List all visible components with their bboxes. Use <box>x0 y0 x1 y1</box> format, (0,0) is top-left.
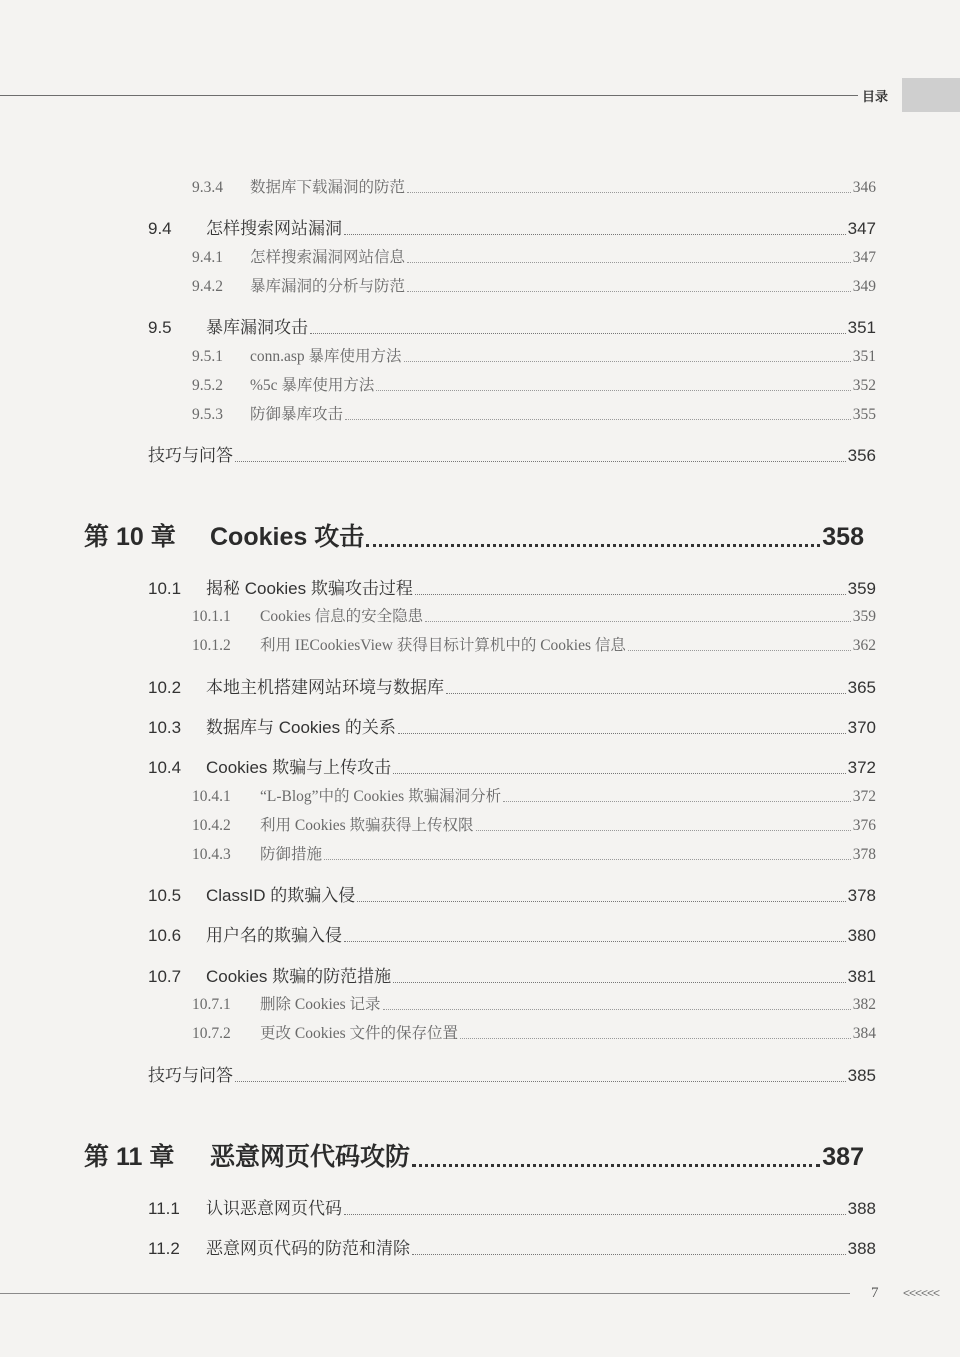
toc-entry-number: 第 10 章 <box>84 523 176 551</box>
toc-entry-page: 381 <box>847 967 876 986</box>
toc-entry-leader <box>376 390 850 391</box>
toc-entry-title: 技巧与问答 <box>148 1066 233 1085</box>
toc-entry <box>148 1194 876 1219</box>
toc-entry-number: 第 11 章 <box>84 1143 175 1171</box>
toc-entry-number: 10.4.2 <box>192 817 231 834</box>
toc-entry-leader <box>310 333 846 334</box>
toc-entry-title: 用户名的欺骗入侵 <box>206 926 342 945</box>
toc-entry <box>192 842 876 864</box>
toc-entry-number: 10.7.1 <box>192 996 231 1013</box>
toc-entry-title: Cookies 欺骗的防范措施 <box>206 967 392 986</box>
toc-entry-leader <box>503 801 851 802</box>
toc-entry-page: 387 <box>822 1143 864 1171</box>
toc-entry-title: 防御暴库攻击 <box>250 406 344 423</box>
toc-entry <box>148 441 876 466</box>
toc-entry-leader <box>404 361 851 362</box>
toc-entry-page: 359 <box>847 579 876 598</box>
toc-entry-page: 380 <box>847 926 876 945</box>
toc-entry-title: 技巧与问答 <box>148 446 233 465</box>
toc-entry-leader <box>357 901 845 902</box>
toc-entry-title: 利用 Cookies 欺骗获得上传权限 <box>260 817 474 834</box>
toc-entry-title: 怎样搜索网站漏洞 <box>206 219 342 238</box>
toc-entry-title: 数据库下载漏洞的防范 <box>250 179 406 196</box>
toc-entry-number: 9.5.2 <box>192 377 223 394</box>
toc-entry <box>192 274 876 296</box>
toc-entry-number: 10.5 <box>148 886 182 905</box>
toc-entry <box>148 921 876 946</box>
toc-entry-leader <box>446 693 846 694</box>
toc-entry <box>192 784 876 806</box>
toc-entry-leader <box>412 1254 846 1255</box>
toc-entry <box>192 373 876 395</box>
toc-entry-leader <box>398 733 846 734</box>
toc-entry-number: 10.4.1 <box>192 788 231 805</box>
toc-entry-leader <box>345 419 851 420</box>
toc-entry-leader <box>407 192 851 193</box>
toc-entry <box>192 245 876 267</box>
toc-entry-page: 355 <box>852 406 876 423</box>
header-tab <box>902 78 960 112</box>
toc-entry-page: 349 <box>852 278 876 295</box>
toc-entry <box>84 1137 864 1173</box>
toc-entry <box>192 633 876 655</box>
toc-entry-leader <box>235 461 846 462</box>
toc-entry-page: 365 <box>847 678 876 697</box>
toc-entry-leader <box>407 291 851 292</box>
toc-entry-leader <box>415 594 846 595</box>
toc-entry <box>192 402 876 424</box>
toc-entry-leader <box>460 1038 851 1039</box>
toc-entry-page: 378 <box>847 886 876 905</box>
toc-entry-number: 9.5.3 <box>192 406 223 423</box>
toc-entry-title: 暴库漏洞的分析与防范 <box>250 278 406 295</box>
toc-entry-leader <box>476 830 851 831</box>
toc-entry-title: 怎样搜索漏洞网站信息 <box>250 249 406 266</box>
toc-entry-title: Cookies 信息的安全隐患 <box>260 608 424 625</box>
toc-entry <box>148 214 876 239</box>
toc-entry <box>192 1021 876 1043</box>
toc-entry-number: 9.3.4 <box>192 179 223 196</box>
toc-entry-number: 10.4.3 <box>192 846 231 863</box>
toc-entry-title: 认识恶意网页代码 <box>206 1199 342 1218</box>
toc-entry-title: 删除 Cookies 记录 <box>260 996 381 1013</box>
toc-entry-page: 346 <box>852 179 876 196</box>
toc-entry-title: ClassID 的欺骗入侵 <box>206 886 356 905</box>
toc-entry-page: 388 <box>847 1199 876 1218</box>
toc-entry-page: 378 <box>852 846 876 863</box>
toc-entry-page: 388 <box>847 1239 876 1258</box>
footer-rule <box>0 1293 850 1294</box>
toc-entry <box>192 344 876 366</box>
toc-entry-title: 本地主机搭建网站环境与数据库 <box>206 678 444 697</box>
toc-entry-page: 384 <box>852 1025 876 1042</box>
toc-entry <box>148 962 876 987</box>
toc-entry <box>148 753 876 778</box>
toc-entry-number: 11.2 <box>148 1239 180 1258</box>
toc-entry-title: “L-Blog”中的 Cookies 欺骗漏洞分析 <box>260 788 502 805</box>
toc-entry-number: 9.5 <box>148 318 172 337</box>
toc-entry <box>148 673 876 698</box>
header-label: 目录 <box>862 90 889 105</box>
toc-entry-title: 恶意网页代码攻防 <box>210 1143 411 1171</box>
toc-entry-number: 10.2 <box>148 678 182 697</box>
toc-entry-leader <box>235 1081 846 1082</box>
toc-entry-number: 9.4.2 <box>192 278 223 295</box>
toc-entry-title: Cookies 欺骗与上传攻击 <box>206 758 392 777</box>
toc-entry-title: Cookies 攻击 <box>210 523 365 551</box>
toc-entry-leader <box>393 773 845 774</box>
toc-entry <box>148 881 876 906</box>
toc-entry <box>84 517 864 553</box>
toc-entry-leader <box>383 1009 851 1010</box>
toc-entry-page: 385 <box>847 1066 876 1085</box>
toc-entry <box>192 992 876 1014</box>
toc-entry-page: 362 <box>852 637 876 654</box>
toc-entry <box>148 1061 876 1086</box>
toc-entry-title: 数据库与 Cookies 的关系 <box>206 718 396 737</box>
toc-entry-page: 382 <box>852 996 876 1013</box>
toc-entry-number: 10.1.1 <box>192 608 231 625</box>
toc-entry-page: 359 <box>852 608 876 625</box>
toc-entry-leader <box>407 262 851 263</box>
toc-entry <box>148 313 876 338</box>
toc-entry-number: 10.7.2 <box>192 1025 231 1042</box>
page-arrows: <<<<<< <box>903 1286 940 1300</box>
toc-entry-page: 351 <box>852 348 876 365</box>
toc-entry-leader <box>628 650 851 651</box>
toc-entry-title: conn.asp 暴库使用方法 <box>250 348 402 365</box>
toc-entry-leader <box>412 1164 820 1167</box>
toc-entry-title: 防御措施 <box>260 846 323 863</box>
toc-entry <box>192 175 876 197</box>
toc-entry-leader <box>344 1214 846 1215</box>
toc-entry-page: 372 <box>852 788 876 805</box>
toc-entry-leader <box>344 234 846 235</box>
toc-entry <box>148 1234 876 1259</box>
toc-entry-page: 370 <box>847 718 876 737</box>
toc-entry-number: 10.7 <box>148 967 182 986</box>
toc-entry-page: 347 <box>852 249 876 266</box>
toc-entry-page: 358 <box>822 523 864 551</box>
toc-entry-number: 10.1 <box>148 579 182 598</box>
toc-entry-number: 9.5.1 <box>192 348 223 365</box>
toc-entry <box>192 813 876 835</box>
toc-entry-title: 暴库漏洞攻击 <box>206 318 308 337</box>
toc-entry-number: 9.4 <box>148 219 172 238</box>
toc-entry-page: 372 <box>847 758 876 777</box>
toc-entry <box>192 604 876 626</box>
toc-entry-page: 356 <box>847 446 876 465</box>
toc-entry-leader <box>324 859 851 860</box>
toc-entry-leader <box>344 941 846 942</box>
toc-entry-page: 347 <box>847 219 876 238</box>
toc-entry-number: 11.1 <box>148 1199 180 1218</box>
toc-entry <box>148 713 876 738</box>
toc-entry-leader <box>366 544 820 547</box>
toc-entry-title: 恶意网页代码的防范和清除 <box>206 1239 410 1258</box>
toc-entry-title: 更改 Cookies 文件的保存位置 <box>260 1025 459 1042</box>
toc-entry-number: 10.6 <box>148 926 182 945</box>
toc-entry-number: 10.1.2 <box>192 637 231 654</box>
toc-entry-title: 利用 IECookiesView 获得目标计算机中的 Cookies 信息 <box>260 637 626 654</box>
toc-entry-number: 10.4 <box>148 758 182 777</box>
toc-entry <box>148 574 876 599</box>
toc-entry-page: 376 <box>852 817 876 834</box>
toc-entry-page: 351 <box>847 318 876 337</box>
toc-entry-leader <box>425 621 851 622</box>
toc-entry-title: %5c 暴库使用方法 <box>250 377 375 394</box>
toc-entry-title: 揭秘 Cookies 欺骗攻击过程 <box>206 579 413 598</box>
toc-entry-number: 10.3 <box>148 718 182 737</box>
toc-entry-page: 352 <box>852 377 876 394</box>
toc-entry-number: 9.4.1 <box>192 249 223 266</box>
header-rule <box>0 95 858 96</box>
page-number: 7 <box>871 1285 879 1301</box>
toc-entry-leader <box>393 982 845 983</box>
